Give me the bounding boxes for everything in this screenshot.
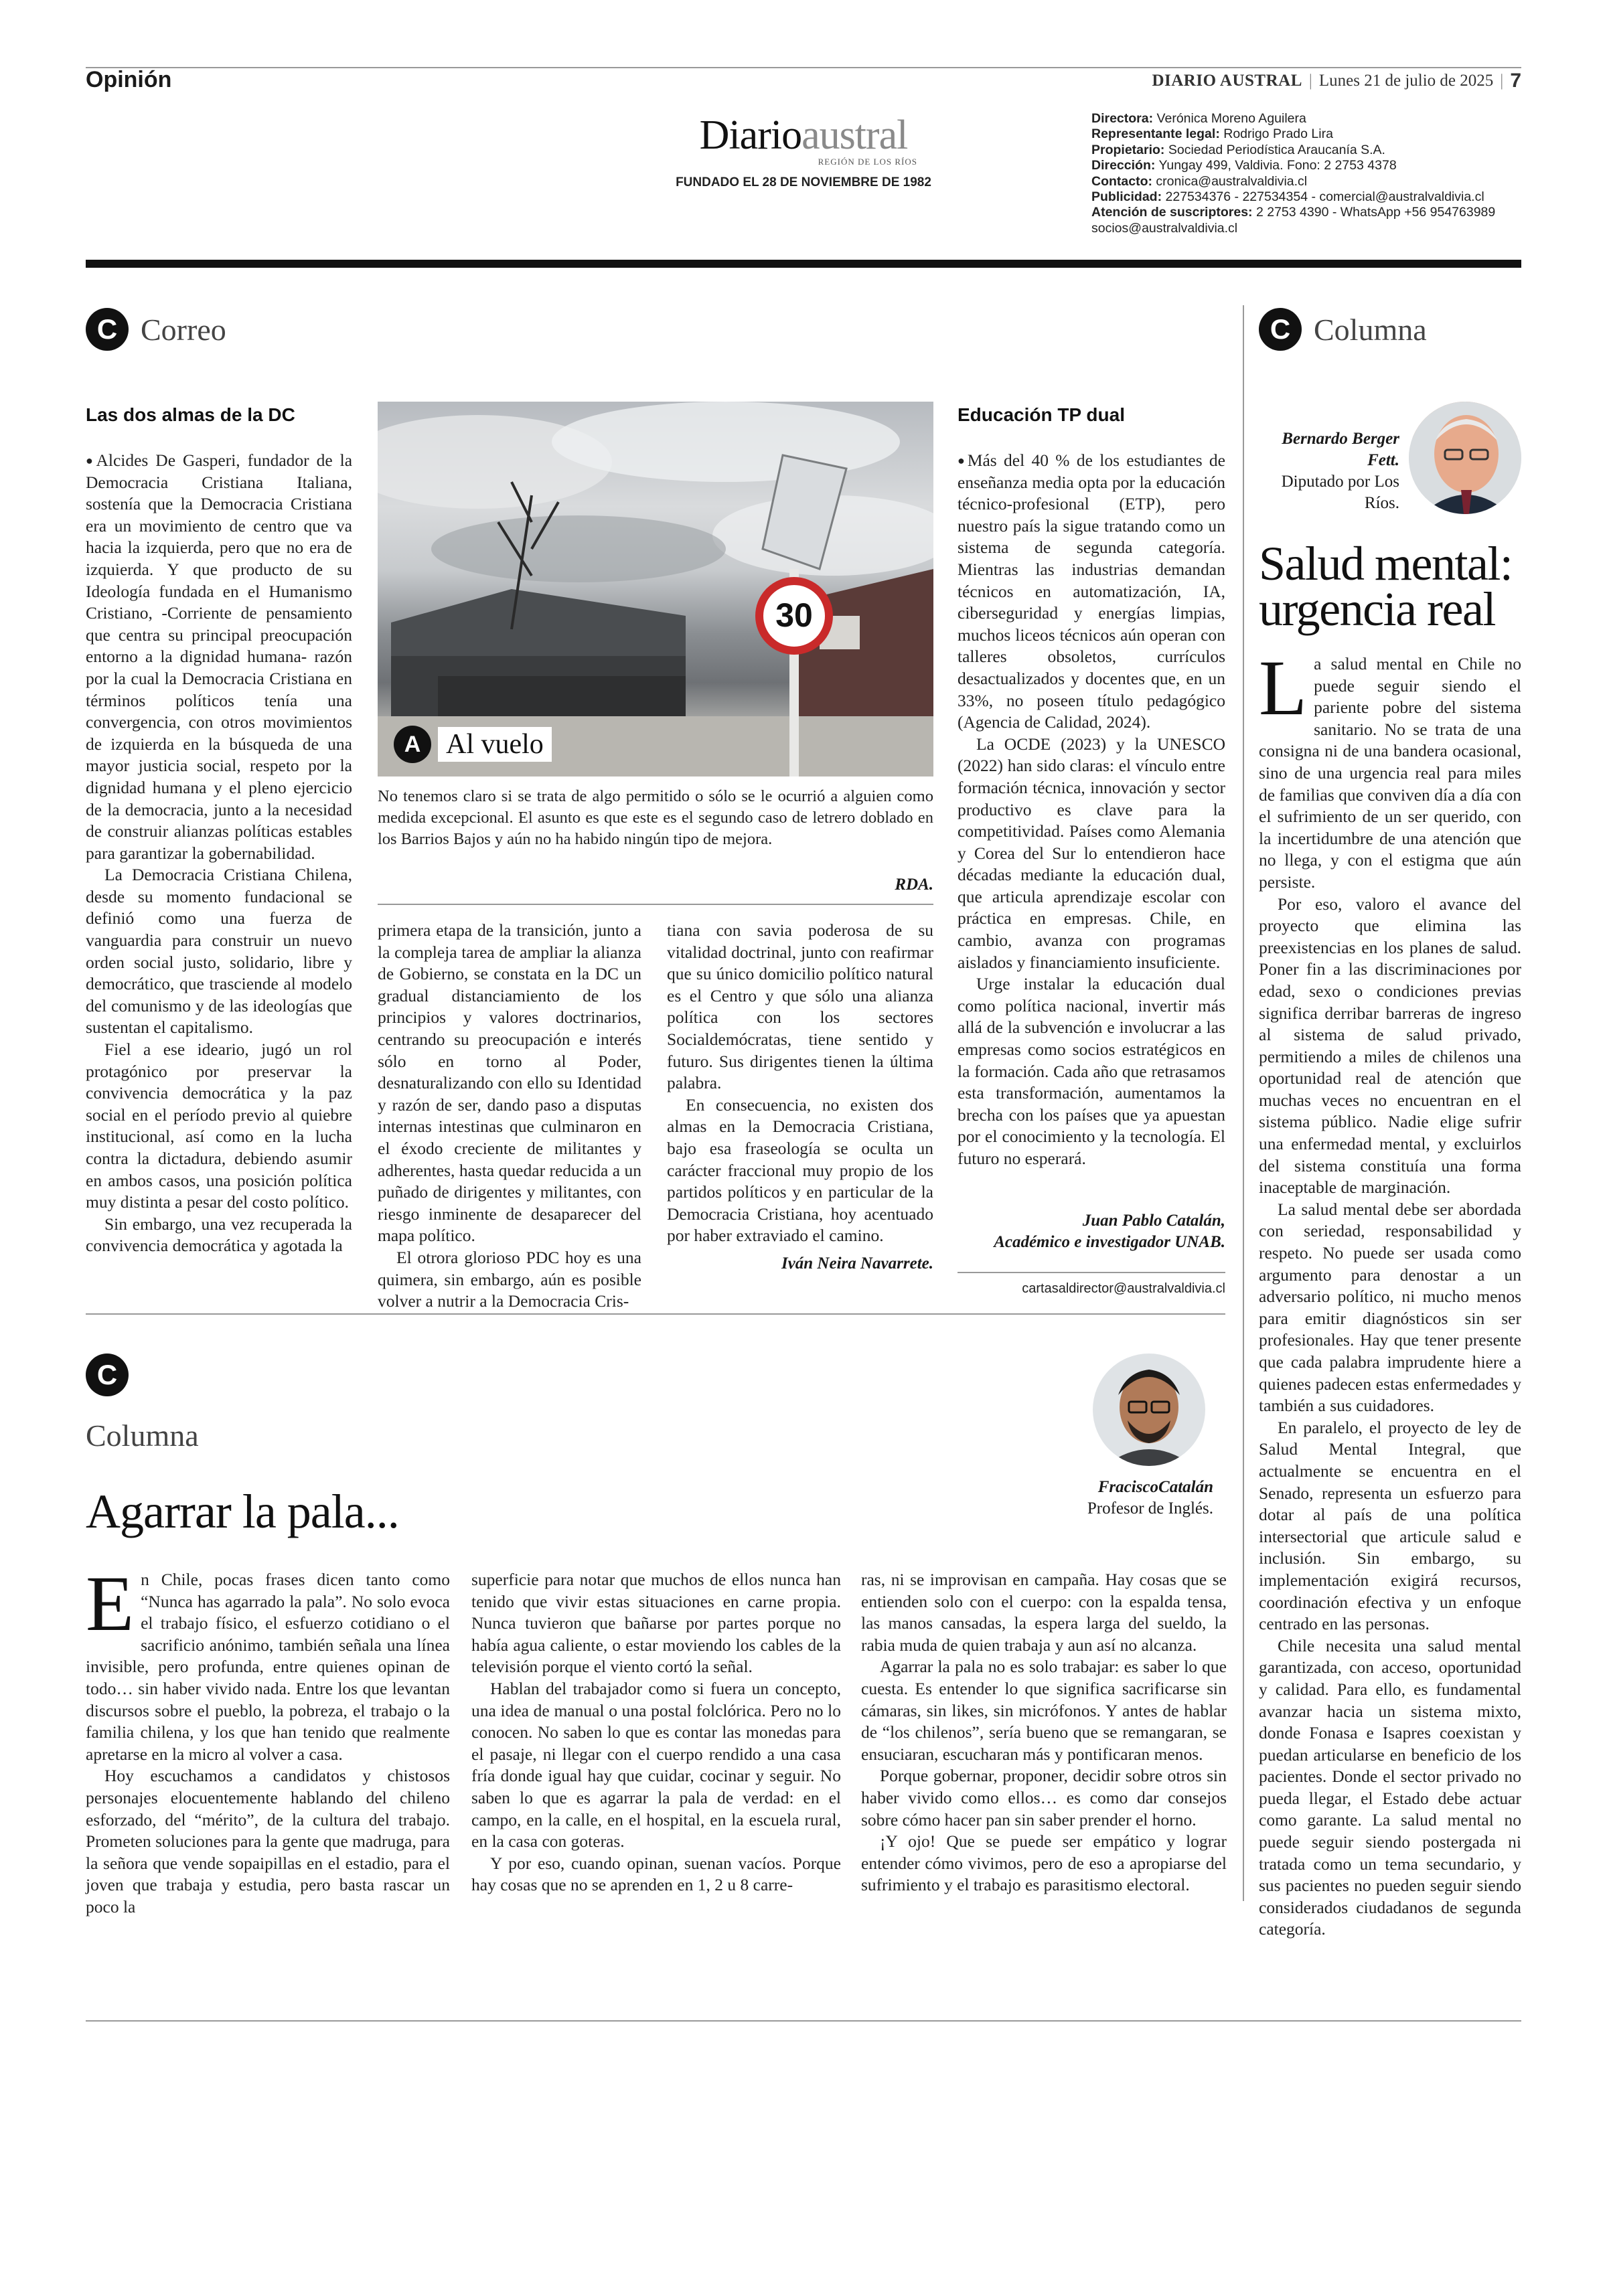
right-p4: Chile necesita una salud mental garantizada, con acceso, oportunidad y calidad. Para ello, es fundamental avanzar hacia un sistema mixto, donde Fonasa e Isapres coexistan y puedan articularse en beneficio de los pacientes. Donde el sector privado no pueda llegar, el Estado debe actuar como garante. La salud mental no puede seguir siendo postergada ni tratada como un tema secundario, y sus pacientes no pueden seguir siendo considerados ciudadanos de segunda categoría. bbox=[1259, 1635, 1521, 1939]
section-label: Opinión bbox=[86, 67, 172, 92]
staff-value: Yungay 499, Valdivia. Fono: 2 2753 4378 bbox=[1158, 158, 1397, 173]
letters-email[interactable]: cartasaldirector@australvaldivia.cl bbox=[1022, 1281, 1225, 1296]
right-body bbox=[1259, 644, 1521, 1941]
staff-value: 227534376 - 227534354 - comercial@australvaldivia.cl bbox=[1165, 189, 1484, 205]
letter1-col2 bbox=[378, 920, 641, 1313]
email-divider bbox=[958, 1272, 1225, 1273]
photo-credit: RDA. bbox=[895, 876, 933, 894]
letter1-col1 bbox=[86, 450, 352, 1257]
right-column-header bbox=[1259, 308, 1427, 351]
bottom-col3-p4: ¡Y ojo! Que se puede ser empático y lograr entender cómo vivimos, pero de eso a apropiarse del sufrimiento y el trabajo es parasitismo electoral. bbox=[861, 1831, 1227, 1895]
bottom-author-portrait bbox=[1093, 1354, 1205, 1466]
bottom-column-badge: C bbox=[86, 1354, 129, 1396]
staff-value: Sociedad Periodística Araucanía S.A. bbox=[1168, 142, 1385, 157]
right-author-role: Diputado por Los Ríos. bbox=[1281, 473, 1399, 512]
right-column-divider bbox=[1243, 305, 1244, 1901]
issue-date: Lunes 21 de julio de 2025 bbox=[1318, 72, 1494, 90]
staff-line bbox=[1091, 221, 1527, 236]
staff-label: Contacto: bbox=[1091, 173, 1152, 189]
staff-label: Representante legal: bbox=[1091, 127, 1220, 142]
staff-line bbox=[1091, 205, 1527, 220]
letter2-p3: Urge instalar la educación dual como política nacional, invertir más allá de la subvención e involucrar a las empresas como socios estratégicos en la formación. Cada año que retrasamos esta transformación, aumentamos la brecha con los países que ya apuestan por el conocimiento y la tecnología. El futuro no esperará. bbox=[958, 974, 1225, 1168]
right-p3: En paralelo, el proyecto de ley de Salud Mental Integral, que actualmente se encuentra en el Senado, representa un esfuerzo para dotar al país de una política intersectorial que articule salud e inclusión. Sin embargo, su implementación exigirá recursos, coordinación efectiva y un enfoque centrado en las personas. bbox=[1259, 1417, 1521, 1634]
letter2-signature-role: Académico e investigador UNAB. bbox=[994, 1233, 1225, 1251]
bottom-author-block bbox=[1004, 1477, 1213, 1520]
letter2-p1: ● Más del 40 % de los estudiantes de enseñanza media opta por la educación técnico-profesional (ETP), pero nuestro país la sigue tratando como un sistema de segunda categoría. Mientras las industrias demandan técnicos en automatización, IA, ciberseguridad y energías limpias, muchos liceos técnicos aún operan con talleres obsoletos, currículos desactualizados y docentes que, en un 33%, no poseen título pedagógico (Agencia de Calidad, 2024). bbox=[958, 450, 1225, 734]
top-rule bbox=[86, 67, 1521, 68]
letter2-p2: La OCDE (2023) y la UNESCO (2022) han sido claras: el vínculo entre formación técnica, innovación y sector productivo es clave para la competitividad. Países como Alemania y Corea del Sur lo entendieron hace décadas mediante la educación dual, que articula aprendizaje escolar con práctica en empresas. Chile, en cambio, avanza con programas aislados y financiamiento insuficiente. bbox=[958, 734, 1225, 972]
bottom-dropcap: E bbox=[86, 1560, 135, 1647]
letter1-p3: Fiel a ese ideario, jugó un rol protagónico por preservar la convivencia democrática y la paz social en el período previo al quiebre institucional, así como en la lucha contra la dictadura, debiendo asumir en ambos casos, una posición política muy distinta a pesar del costo político. bbox=[86, 1040, 352, 1212]
bottom-author-avatar bbox=[1093, 1354, 1205, 1466]
masthead-staff bbox=[1091, 111, 1527, 236]
letter1-p1: ● Alcides De Gasperi, fundador de la Democracia Cristiana Italiana, sostenía que la Democracia Cristiana era un movimiento de centro que va hacia la izquierda, pero que no era de izquierda. Y que producto de su Ideología fundada en el Humanismo Cristiano, -Corriente de pensamiento que centra su principal preocupación entorno a la dignidad humana- razón por la cual la Democracia Cristiana en términos políticos tenía una convergencia, con otros movimientos de izquierda en la búsqueda de una mayor justicia social, respeto por la dignidad humana y el pleno ejercicio de la democracia, junto a la necesidad de construir alianzas políticas estables para garantizar la gobernabilidad. bbox=[86, 450, 352, 864]
bottom-column-header bbox=[86, 1354, 129, 1396]
staff-value: Verónica Moreno Aguilera bbox=[1156, 111, 1306, 126]
logo-region: REGIÓN DE LOS RÍOS bbox=[818, 157, 917, 167]
bottom-col1-p1: n Chile, pocas frases dicen tanto como “Nunca has agarrado la pala”. No solo evoca el trabajo físico, el esfuerzo cotidiano o el sacrificio anónimo, también señala una línea invisible, pero profunda, entre quienes opinan de todo… sin haber vivido nada. Entre los que levantan discursos sobre el pueblo, la pobreza, el trabajo o la familia chilena, y los que han tenido que realmente apretarse en la micro al volver a casa. bbox=[86, 1570, 450, 1764]
photo-illustration bbox=[378, 402, 933, 776]
bottom-col3-p1: ras, ni se improvisan en campaña. Hay cosas que se entienden solo con el cuerpo: con la espalda tensa, las manos cansadas, la espera larga del sueldo, la rabia muda de quien trabaja y aun así no alcanza. bbox=[861, 1570, 1227, 1655]
right-column-title: Columna bbox=[1314, 312, 1427, 347]
bottom-col1-p2: Hoy escuchamos a candidatos y chistosos personajes elocuentemente hablando del chileno esforzado, del “mérito”, de la cultura del trabajo. Prometen soluciones para la gente que madruga, para la señora que vende sopaipillas en el estadio, para el joven que trabaja y estudia, pero basta rascar un poco la bbox=[86, 1766, 450, 1916]
bottom-col1 bbox=[86, 1560, 450, 1918]
bottom-col3 bbox=[861, 1569, 1227, 1896]
al-vuelo-badge: A bbox=[394, 726, 431, 763]
right-author-block bbox=[1259, 428, 1399, 514]
letter1-col2-p1: primera etapa de la transición, junto a la compleja tarea de ampliar la alianza de Gobierno, se constata en la DC un gradual distanciamiento de los principios y valores doctrinarios, centrando su preocupación e interés sólo en torno al Poder, desnaturalizando con ello su Identidad y razón de ser, dando paso a disputas internas intestinas que culminaron en el éxodo creciente de militantes y adherentes, hasta quedar reducida a un puñado de dirigentes y militantes, con riesgo inminente de desaparecer del mapa político. bbox=[378, 920, 641, 1246]
right-headline-line1: Salud mental: bbox=[1259, 537, 1513, 590]
header-thick-rule bbox=[86, 260, 1521, 268]
right-headline bbox=[1259, 537, 1521, 636]
right-lead: a salud mental en Chile no puede seguir siendo el pariente pobre del sistema sanitario. No se trata de una consigna ni de una bandera ocasional, sino de una urgencia real para miles de familias que conviven día a día con el sufrimiento de un ser querido, con la incertidumbre de una atención que no llega, y con el estigma que aún persiste. bbox=[1259, 654, 1521, 892]
staff-line bbox=[1091, 143, 1527, 158]
page-number: 7 bbox=[1510, 70, 1521, 92]
staff-value: socios@australvaldivia.cl bbox=[1091, 220, 1238, 236]
bottom-headline: Agarrar la pala... bbox=[86, 1485, 399, 1538]
right-headline-line2: urgencia real bbox=[1259, 582, 1495, 636]
footer-rule bbox=[86, 2020, 1521, 2022]
right-column-badge: C bbox=[1259, 308, 1302, 351]
right-author-portrait bbox=[1409, 402, 1521, 514]
letter1-col3-p1: tiana con savia poderosa de su vitalidad doctrinal, junto con reafirmar que su único domicilio político natural es el Centro y que sólo una alianza política con los sectores Socialdemócratas, tiene sentido y futuro. Sus dirigentes tienen la última palabra. bbox=[667, 920, 933, 1093]
staff-line bbox=[1091, 174, 1527, 189]
letter1-col2-p2: El otrora glorioso PDC hoy es una quimera, sin embargo, aún es posible volver a nutrir a la Democracia Cris- bbox=[378, 1247, 641, 1311]
bottom-col2-p3: Y por eso, cuando opinan, suenan vacíos. Porque hay cosas que no se aprenden en 1, 2 u 8 carre- bbox=[471, 1853, 841, 1895]
al-vuelo-label bbox=[394, 726, 552, 763]
staff-line bbox=[1091, 111, 1527, 127]
photo-caption-text: No tenemos claro si se trata de algo permitido o sólo se le ocurrió a alguien como medida excepcional. El asunto es que este es el segundo caso de letrero doblado en los Barrios Bajos y aún no ha habido ningún tipo de mejora. bbox=[378, 787, 933, 848]
staff-label: Propietario: bbox=[1091, 142, 1165, 157]
photo-caption bbox=[378, 786, 933, 850]
bottom-column-rule bbox=[86, 1313, 1225, 1315]
staff-value: cronica@australvaldivia.cl bbox=[1156, 173, 1308, 189]
founded-line: FUNDADO EL 28 DE NOVIEMBRE DE 1982 bbox=[676, 175, 931, 189]
staff-label: Directora: bbox=[1091, 111, 1154, 126]
speed-sign-number: 30 bbox=[775, 596, 813, 634]
staff-line bbox=[1091, 189, 1527, 205]
letter1-headline: Las dos almas de la DC bbox=[86, 404, 295, 425]
bottom-col3-p2: Agarrar la pala no es solo trabajar: es saber lo que cuesta. Es entender lo que significa sacrificarse sin cámaras, sin likes, sin micrófonos. Y antes de hablar de “los chilenos”, sería bueno que se remangaran, se ensuciaran, escucharan más y pontificaran menos. bbox=[861, 1657, 1227, 1764]
al-vuelo-photo bbox=[378, 402, 933, 776]
bottom-col2 bbox=[471, 1569, 841, 1896]
letter2-body bbox=[958, 450, 1225, 1170]
letter2-headline: Educación TP dual bbox=[958, 404, 1125, 425]
folio: DIARIO AUSTRAL | Lunes 21 de julio de 2025 | 7 bbox=[1152, 70, 1521, 92]
correo-badge: C bbox=[86, 308, 129, 351]
staff-value: 2 2753 4390 - WhatsApp +56 954763989 bbox=[1255, 205, 1496, 220]
letter1-col3-p2: En consecuencia, no existen dos almas en la Democracia Cristiana, bajo esa fraseología se oculta un carácter fraccional muy propio de los partidos políticos y en particular de la Democracia Cristiana, hoy acentuado por haber extraviado el camino. bbox=[667, 1094, 933, 1246]
letter2-signature bbox=[958, 1210, 1225, 1253]
bottom-col2-p2: Hablan del trabajador como si fuera un concepto, una idea de manual o una postal folclórica. Pero no lo conocen. No saben lo que es contar las monedas para el pasaje, ni llegar con el cuerpo rendido a una casa fría donde igual hay que cuidar, cocinar y seguir. No saben lo que es agarrar la pala de verdad: en el campo, en la calle, en el hospital, en la escuela rural, en la casa con goteras. bbox=[471, 1678, 841, 1852]
paper-name: DIARIO AUSTRAL bbox=[1152, 72, 1302, 90]
letter1-p2: La Democracia Cristiana Chilena, desde su momento fundacional se definió como una fuerza de vanguardia para construir un nuevo orden social justo, solidario, libre y democrático, que trasciende al modelo del comunismo y de las ideologías que sustentan el capitalismo. bbox=[86, 865, 352, 1038]
correo-title: Correo bbox=[141, 312, 226, 347]
staff-label: Publicidad: bbox=[1091, 189, 1162, 205]
staff-label: Atención de suscriptores: bbox=[1091, 205, 1253, 220]
logo-accent: austral bbox=[801, 112, 908, 158]
correo-header bbox=[86, 308, 226, 351]
staff-line bbox=[1091, 158, 1527, 173]
al-vuelo-title: Al vuelo bbox=[438, 727, 552, 762]
staff-line bbox=[1091, 127, 1527, 142]
letter1-col3 bbox=[667, 920, 933, 1247]
letter2-signature-name: Juan Pablo Catalán, bbox=[1082, 1212, 1225, 1230]
photo-divider bbox=[378, 904, 933, 905]
logo-main: Diario bbox=[699, 112, 802, 158]
right-p1: Por eso, valoro el avance del proyecto que elimina las preexistencias en los planes de salud. Poner fin a las discriminaciones por edad, sexo o condiciones previas significa derribar barreras de ingreso al sistema de salud privado, permitiendo a miles de chilenos una oportunidad real de atención que muchas veces no encuentran en el sistema público. Nadie elige sufrir una enfermedad mental, y excluirlos del sistema constituía una forma inaceptable de marginación. bbox=[1259, 894, 1521, 1198]
right-author-name: Bernardo Berger Fett. bbox=[1282, 430, 1399, 469]
bottom-author-name: FraciscoCatalán bbox=[1097, 1478, 1213, 1496]
staff-value: Rodrigo Prado Lira bbox=[1223, 127, 1333, 142]
right-p2: La salud mental debe ser abordada con seriedad, responsabilidad y respeto. No puede ser usada como argumento para denostar a un adversario político, ni mucho menos para emitir diagnósticos sin ser profesionales. Hay que tener presente que cada palabra imprudente hiere a quienes padecen estas enfermedades y también a sus cuidadores. bbox=[1259, 1199, 1521, 1416]
bottom-column-title: Columna bbox=[86, 1418, 199, 1453]
bottom-author-role: Profesor de Inglés. bbox=[1087, 1499, 1213, 1518]
right-author-avatar bbox=[1409, 402, 1521, 514]
staff-label: Dirección: bbox=[1091, 158, 1156, 173]
letter1-p4: Sin embargo, una vez recuperada la convivencia democrática y agotada la bbox=[86, 1214, 352, 1256]
bottom-col3-p3: Porque gobernar, proponer, decidir sobre otros sin haber vivido como ellos… es como dar consejos sobre cómo hacer pan sin saber prender el horno. bbox=[861, 1766, 1227, 1829]
right-dropcap: L bbox=[1259, 644, 1308, 732]
masthead-logo bbox=[663, 114, 944, 167]
letter1-signature: Iván Neira Navarrete. bbox=[781, 1254, 933, 1273]
bottom-col2-p1: superficie para notar que muchos de ellos nunca han tenido que vivir estas situaciones en carne propia. Nunca tuvieron que bañarse por partes porque no había agua caliente, o estar moviendo los cables de la televisión porque el viento cortó la señal. bbox=[471, 1570, 841, 1677]
